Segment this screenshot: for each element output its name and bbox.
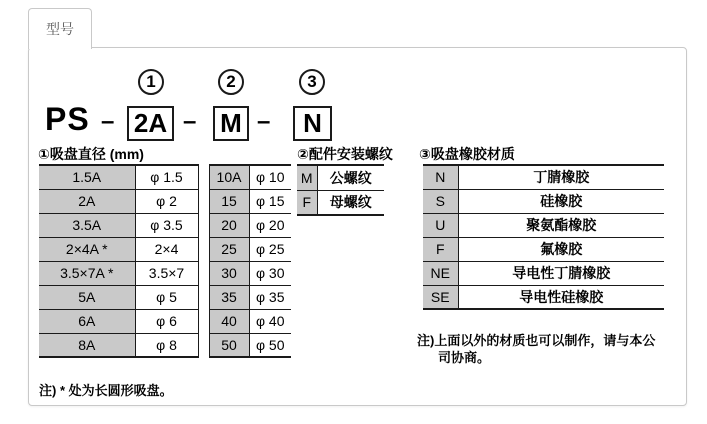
cell-value: φ 5 [135,285,198,309]
material-table [423,164,664,310]
model-dash: – [101,108,115,135]
table-row [39,309,291,333]
thread-table [297,164,384,216]
table-row [423,165,664,189]
table-row [423,237,664,261]
model-segment-thread: M [213,106,249,141]
model-segment-material: N [293,106,332,141]
model-panel [28,47,687,406]
model-dash: – [257,108,271,135]
cell-code: 50 [209,333,249,357]
thread-table-title: ②配件安装螺纹 [297,146,393,162]
cell-label: 导电性丁腈橡胶 [458,261,664,285]
table-row [39,285,291,309]
circled-number-3: 3 [299,69,325,95]
cell-code: 5A [39,285,135,309]
cell-label: 聚氨酯橡胶 [458,213,664,237]
circled-number-1: 1 [138,69,164,95]
cell-value: φ 15 [249,189,291,213]
table-row [39,213,291,237]
diameter-note: 注) * 处为长圆形吸盘。 [39,383,173,398]
cell-code: 25 [209,237,249,261]
cell-code: 2A [39,189,135,213]
cell-label: 母螺纹 [317,190,384,215]
cell-value: φ 20 [249,213,291,237]
cell-label: 丁腈橡胶 [458,165,664,189]
circled-number-2: 2 [218,69,244,95]
cell-value: φ 35 [249,285,291,309]
cell-code: 10A [209,165,249,189]
cell-code: 1.5A [39,165,135,189]
table-row [297,190,384,215]
cell-value: φ 3.5 [135,213,198,237]
cell-code: U [423,213,458,237]
table-gap-column [198,165,209,357]
model-prefix: PS [45,101,90,137]
cell-code: 15 [209,189,249,213]
table-row [423,189,664,213]
cell-value: φ 1.5 [135,165,198,189]
cell-code: 2×4A * [39,237,135,261]
cell-value: φ 2 [135,189,198,213]
model-dash: – [183,108,197,135]
table-row [39,261,291,285]
model-segment-diameter: 2A [127,106,174,141]
table-row [423,213,664,237]
cell-label: 硅橡胶 [458,189,664,213]
cell-label: 氟橡胶 [458,237,664,261]
table-row [423,285,664,309]
cell-code: 6A [39,309,135,333]
tab-model[interactable] [28,8,92,49]
cell-value: φ 50 [249,333,291,357]
cell-value: φ 25 [249,237,291,261]
material-table-title: ③吸盘橡胶材质 [419,146,515,162]
cell-label: 公螺纹 [317,165,384,190]
diameter-table [39,164,291,358]
cell-code: 35 [209,285,249,309]
cell-code: 3.5×7A * [39,261,135,285]
table-row [297,165,384,190]
table-row [39,189,291,213]
diameter-table-title: ①吸盘直径 (mm) [38,146,144,162]
cell-code: 30 [209,261,249,285]
cell-value: 3.5×7 [135,261,198,285]
cell-code: M [297,165,317,190]
material-note-line2: 司协商。 [438,350,491,365]
table-row [39,333,291,357]
cell-code: 20 [209,213,249,237]
cell-code: S [423,189,458,213]
cell-value: φ 6 [135,309,198,333]
cell-code: NE [423,261,458,285]
cell-value: φ 30 [249,261,291,285]
material-note [417,332,683,366]
cell-code: F [423,237,458,261]
table-row [39,237,291,261]
cell-value: φ 40 [249,309,291,333]
cell-code: 3.5A [39,213,135,237]
tab-model-label: 型号 [46,21,74,37]
cell-value: 2×4 [135,237,198,261]
cell-value: φ 8 [135,333,198,357]
cell-code: N [423,165,458,189]
cell-code: 8A [39,333,135,357]
cell-code: SE [423,285,458,309]
cell-value: φ 10 [249,165,291,189]
material-note-line1: 注)上面以外的材质也可以制作，请与本公 [417,333,656,348]
cell-code: 40 [209,309,249,333]
table-row [423,261,664,285]
table-row [39,165,291,189]
cell-label: 导电性硅橡胶 [458,285,664,309]
cell-code: F [297,190,317,215]
